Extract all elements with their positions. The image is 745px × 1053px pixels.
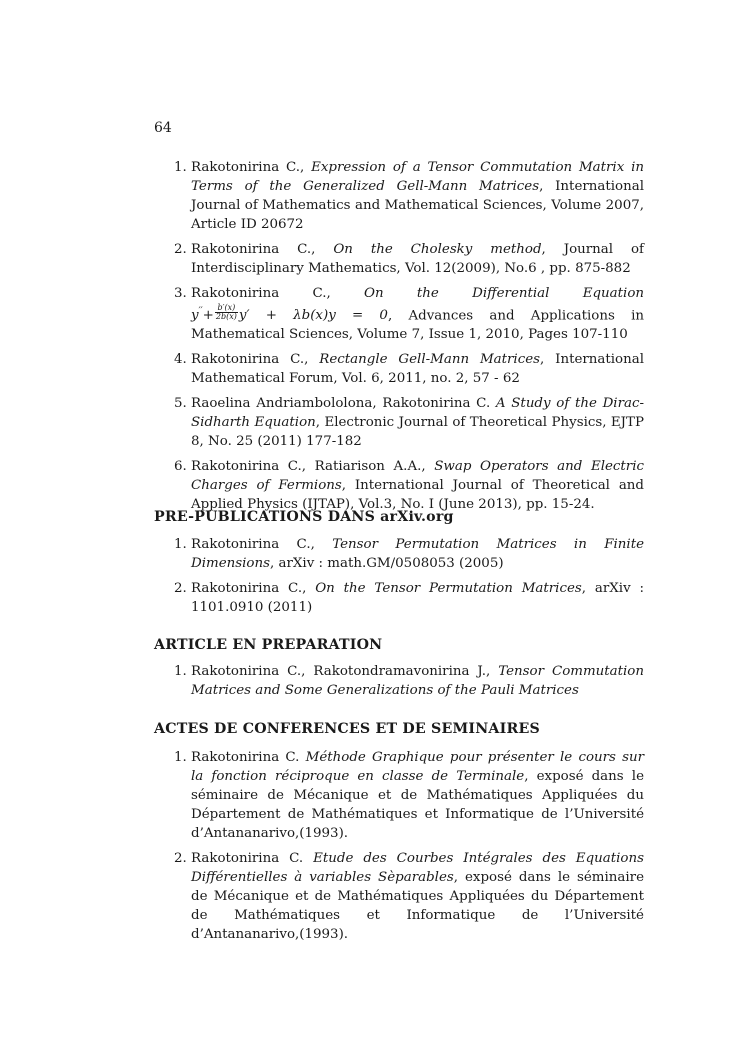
list-item: 2. Rakotonirina C., On the Cholesky method, Journal of Interdisciplinary Mathematics, Vol. 12(2009), No.6 , pp. 875-882 [174,242,644,276]
list-item: 5. Raoelina Andriambololona, Rakotonirina C. A Study of the Dirac-Sidharth Equation, Electronic Journal of Theoretical Physics, EJTP 8, No. 25 (2011) 177-182 [174,396,644,450]
conferences-list [154,748,644,950]
publications-list [154,158,644,520]
list-item: 6. Rakotonirina C., Ratiarison A.A., Swap Operators and Electric Charges of Fermions, International Journal of Theoretical and Applied Physics (IJTAP), Vol.3, No. I (June 2013), pp. 15-24. [174,459,644,513]
list-item: 2. Rakotonirina C. Etude des Courbes Intégrales des Equations Différentielles à variables Sèparables, exposé dans le séminaire de Mécanique et de Mathématiques Appliquées du Département de Mathématiques et Informatique de l’Université d’Antananarivo,(1993). [174,851,644,942]
differential-equation: y′′+ $\frac{b'(x)}{2b(x)}$ y′ + λb(x)y = 0 [191,303,388,324]
list-item: 1. Rakotonirina C., Tensor Permutation Matrices in Finite Dimensions, arXiv : math.GM/0508053 (2005) [174,537,644,571]
section-title-preparation: ARTICLE EN PREPARATION [154,637,383,653]
list-item: 4. Rakotonirina C., Rectangle Gell-Mann Matrices, International Mathematical Forum, Vol. 6, 2011, no. 2, 57 - 62 [174,352,645,387]
page-number: 64 [154,120,172,136]
list-item: 2. Rakotonirina C., On the Tensor Permutation Matrices, arXiv : 1101.0910 (2011) [174,581,644,615]
preparation-list [154,662,644,706]
list-item: 1. Rakotonirina C., Rakotondramavonirina J., Tensor Commutation Matrices and Some Generalizations of the Pauli Matrices [174,664,644,698]
section-title-conferences: ACTES DE CONFERENCES ET DE SEMINAIRES [154,721,540,737]
list-item: 3. Rakotonirina C., On the Differential Equation y′′+ $\frac{b'(x)}{2b(x)}$ y′ + λb(x)y = 0, Advances and Applications in Mathematical Sciences, Volume 7, Issue 1, 2010, Pages 107-110 [174,286,645,343]
section-title-prepublications: PRE-PUBLICATIONS DANS arXiv.org [154,509,454,525]
prepublications-list [154,535,644,623]
list-item: 1. Rakotonirina C. Méthode Graphique pour présenter le cours sur la fonction réciproque en classe de Terminale, exposé dans le séminaire de Mécanique et de Mathématiques Appliquées du Département de Mathématiques et Informatique de l’Université d’Antananarivo,(1993). [174,750,645,841]
list-item: 1. Rakotonirina C., Expression of a Tensor Commutation Matrix in Terms of the Generalized Gell-Mann Matrices, International Journal of Mathematics and Mathematical Sciences, Volume 2007, Article ID 20672 [174,160,644,232]
